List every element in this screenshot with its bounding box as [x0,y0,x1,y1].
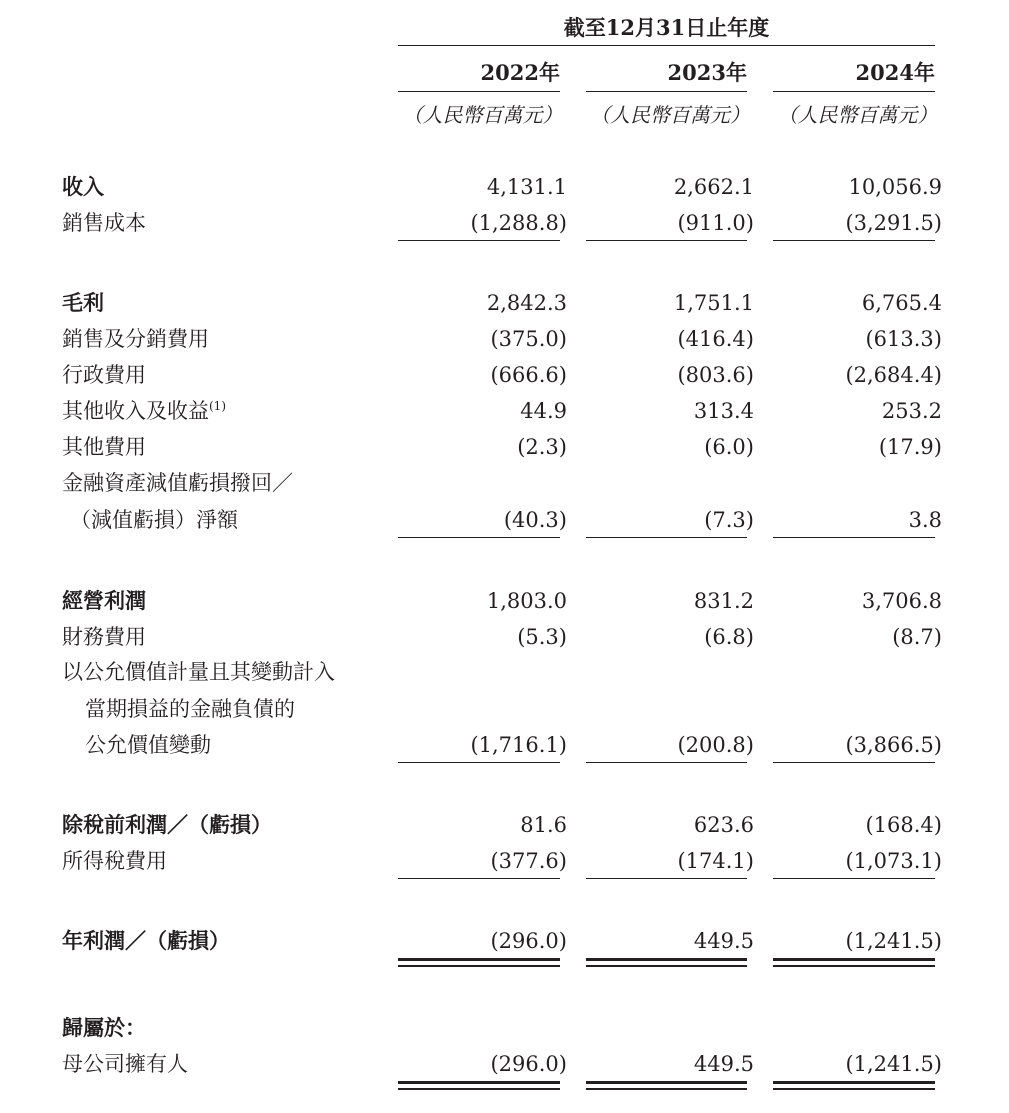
other-expenses-label: 其他費用 [62,435,146,459]
rule-1-2023 [586,240,747,241]
other-income-2024: 253.2 [881,399,942,423]
rule-3-2024 [773,762,935,763]
period-heading: 截至12月31日止年度 [563,15,770,40]
fair-value-2023: (200.8) [677,733,754,757]
cost-of-sales-2023: (911.0) [677,211,754,235]
owners-label: 母公司擁有人 [62,1052,188,1076]
other-expenses-2022: (2.3) [517,435,567,459]
selling-expenses-2024: (613.3) [865,327,942,351]
other-income-2023: 313.4 [693,399,754,423]
other-income-label [62,399,226,423]
pbt-2023: 623.6 [693,813,754,837]
profit-year-2022: (296.0) [490,929,567,953]
double-rule-2-2024 [773,1081,935,1090]
income-tax-label: 所得稅費用 [62,849,167,873]
owners-2024: (1,241.5) [845,1052,942,1076]
selling-expenses-label: 銷售及分銷費用 [62,327,209,351]
rule-4-2024 [773,878,935,879]
fair-value-label-line3: 公允價值變動 [85,733,211,757]
other-expenses-2024: (17.9) [878,435,942,459]
double-rule-1-2023 [586,958,747,967]
rule-3-2022 [398,762,560,763]
gross-profit-2024: 6,765.4 [861,291,942,315]
rule-4-2023 [586,878,747,879]
other-expenses-2023: (6.0) [704,435,754,459]
operating-profit-2024: 3,706.8 [861,589,942,613]
finance-costs-label: 財務費用 [62,625,146,649]
attributable-label: 歸屬於： [62,1015,146,1040]
finance-costs-2022: (5.3) [517,625,567,649]
fair-value-label-line1: 以公允價值計量且其變動計入 [62,660,335,684]
unit-2024: （人民幣百萬元） [777,103,938,127]
unit-2022: （人民幣百萬元） [402,103,563,127]
revenue-label: 收入 [62,174,104,199]
year-rule-2022 [398,91,560,92]
double-rule-2-2023 [586,1081,747,1090]
impairment-label-line2: （減值虧損）淨額 [70,508,238,532]
year-2023: 2023年 [667,60,747,85]
rule-2-2024 [773,537,935,538]
rule-3-2023 [586,762,747,763]
selling-expenses-2023: (416.4) [677,327,754,351]
fair-value-2024: (3,866.5) [845,733,942,757]
year-rule-2023 [586,91,747,92]
income-tax-2022: (377.6) [490,849,567,873]
year-2024: 2024年 [855,60,935,85]
double-rule-2-2022 [398,1081,560,1090]
admin-expenses-label: 行政費用 [62,363,146,387]
cost-of-sales-label: 銷售成本 [62,211,146,235]
cost-of-sales-2024: (3,291.5) [845,211,942,235]
fair-value-2022: (1,716.1) [470,733,567,757]
owners-2022: (296.0) [490,1052,567,1076]
other-income-2022: 44.9 [520,399,567,423]
double-rule-1-2024 [773,958,935,967]
impairment-2022: (40.3) [503,508,567,532]
operating-profit-2023: 831.2 [693,589,754,613]
other-income-text: 其他收入及收益 [62,399,209,423]
year-2022: 2022年 [480,60,560,85]
admin-expenses-2023: (803.6) [677,363,754,387]
owners-2023: 449.5 [693,1052,754,1076]
admin-expenses-2022: (666.6) [490,363,567,387]
income-tax-2023: (174.1) [677,849,754,873]
gross-profit-label: 毛利 [62,290,104,315]
profit-year-label: 年利潤／（虧損） [62,928,230,953]
double-rule-1-2022 [398,958,560,967]
profit-year-2024: (1,241.5) [845,929,942,953]
impairment-label-line1: 金融資產減值虧損撥回／ [62,471,293,495]
operating-profit-2022: 1,803.0 [486,589,567,613]
gross-profit-2022: 2,842.3 [486,291,567,315]
admin-expenses-2024: (2,684.4) [845,363,942,387]
rule-2-2022 [398,537,560,538]
rule-1-2022 [398,240,560,241]
pbt-2022: 81.6 [520,813,567,837]
income-tax-2024: (1,073.1) [845,849,942,873]
impairment-2023: (7.3) [704,508,754,532]
pbt-2024: (168.4) [865,813,942,837]
finance-costs-2024: (8.7) [892,625,942,649]
rule-2-2023 [586,537,747,538]
revenue-2022: 4,131.1 [486,175,567,199]
selling-expenses-2022: (375.0) [490,327,567,351]
impairment-2024: 3.8 [908,508,942,532]
revenue-2023: 2,662.1 [673,175,754,199]
finance-costs-2023: (6.8) [704,625,754,649]
cost-of-sales-2022: (1,288.8) [470,211,567,235]
rule-4-2022 [398,878,560,879]
fair-value-label-line2: 當期損益的金融負債的 [85,697,295,721]
header-rule [398,45,935,46]
profit-year-2023: 449.5 [693,929,754,953]
pbt-label: 除稅前利潤／（虧損） [62,812,272,837]
unit-2023: （人民幣百萬元） [590,103,750,127]
footnote-marker: (1) [209,399,226,413]
operating-profit-label: 經營利潤 [62,588,146,613]
year-rule-2024 [773,91,935,92]
rule-1-2024 [773,240,935,241]
revenue-2024: 10,056.9 [848,175,942,199]
gross-profit-2023: 1,751.1 [673,291,754,315]
